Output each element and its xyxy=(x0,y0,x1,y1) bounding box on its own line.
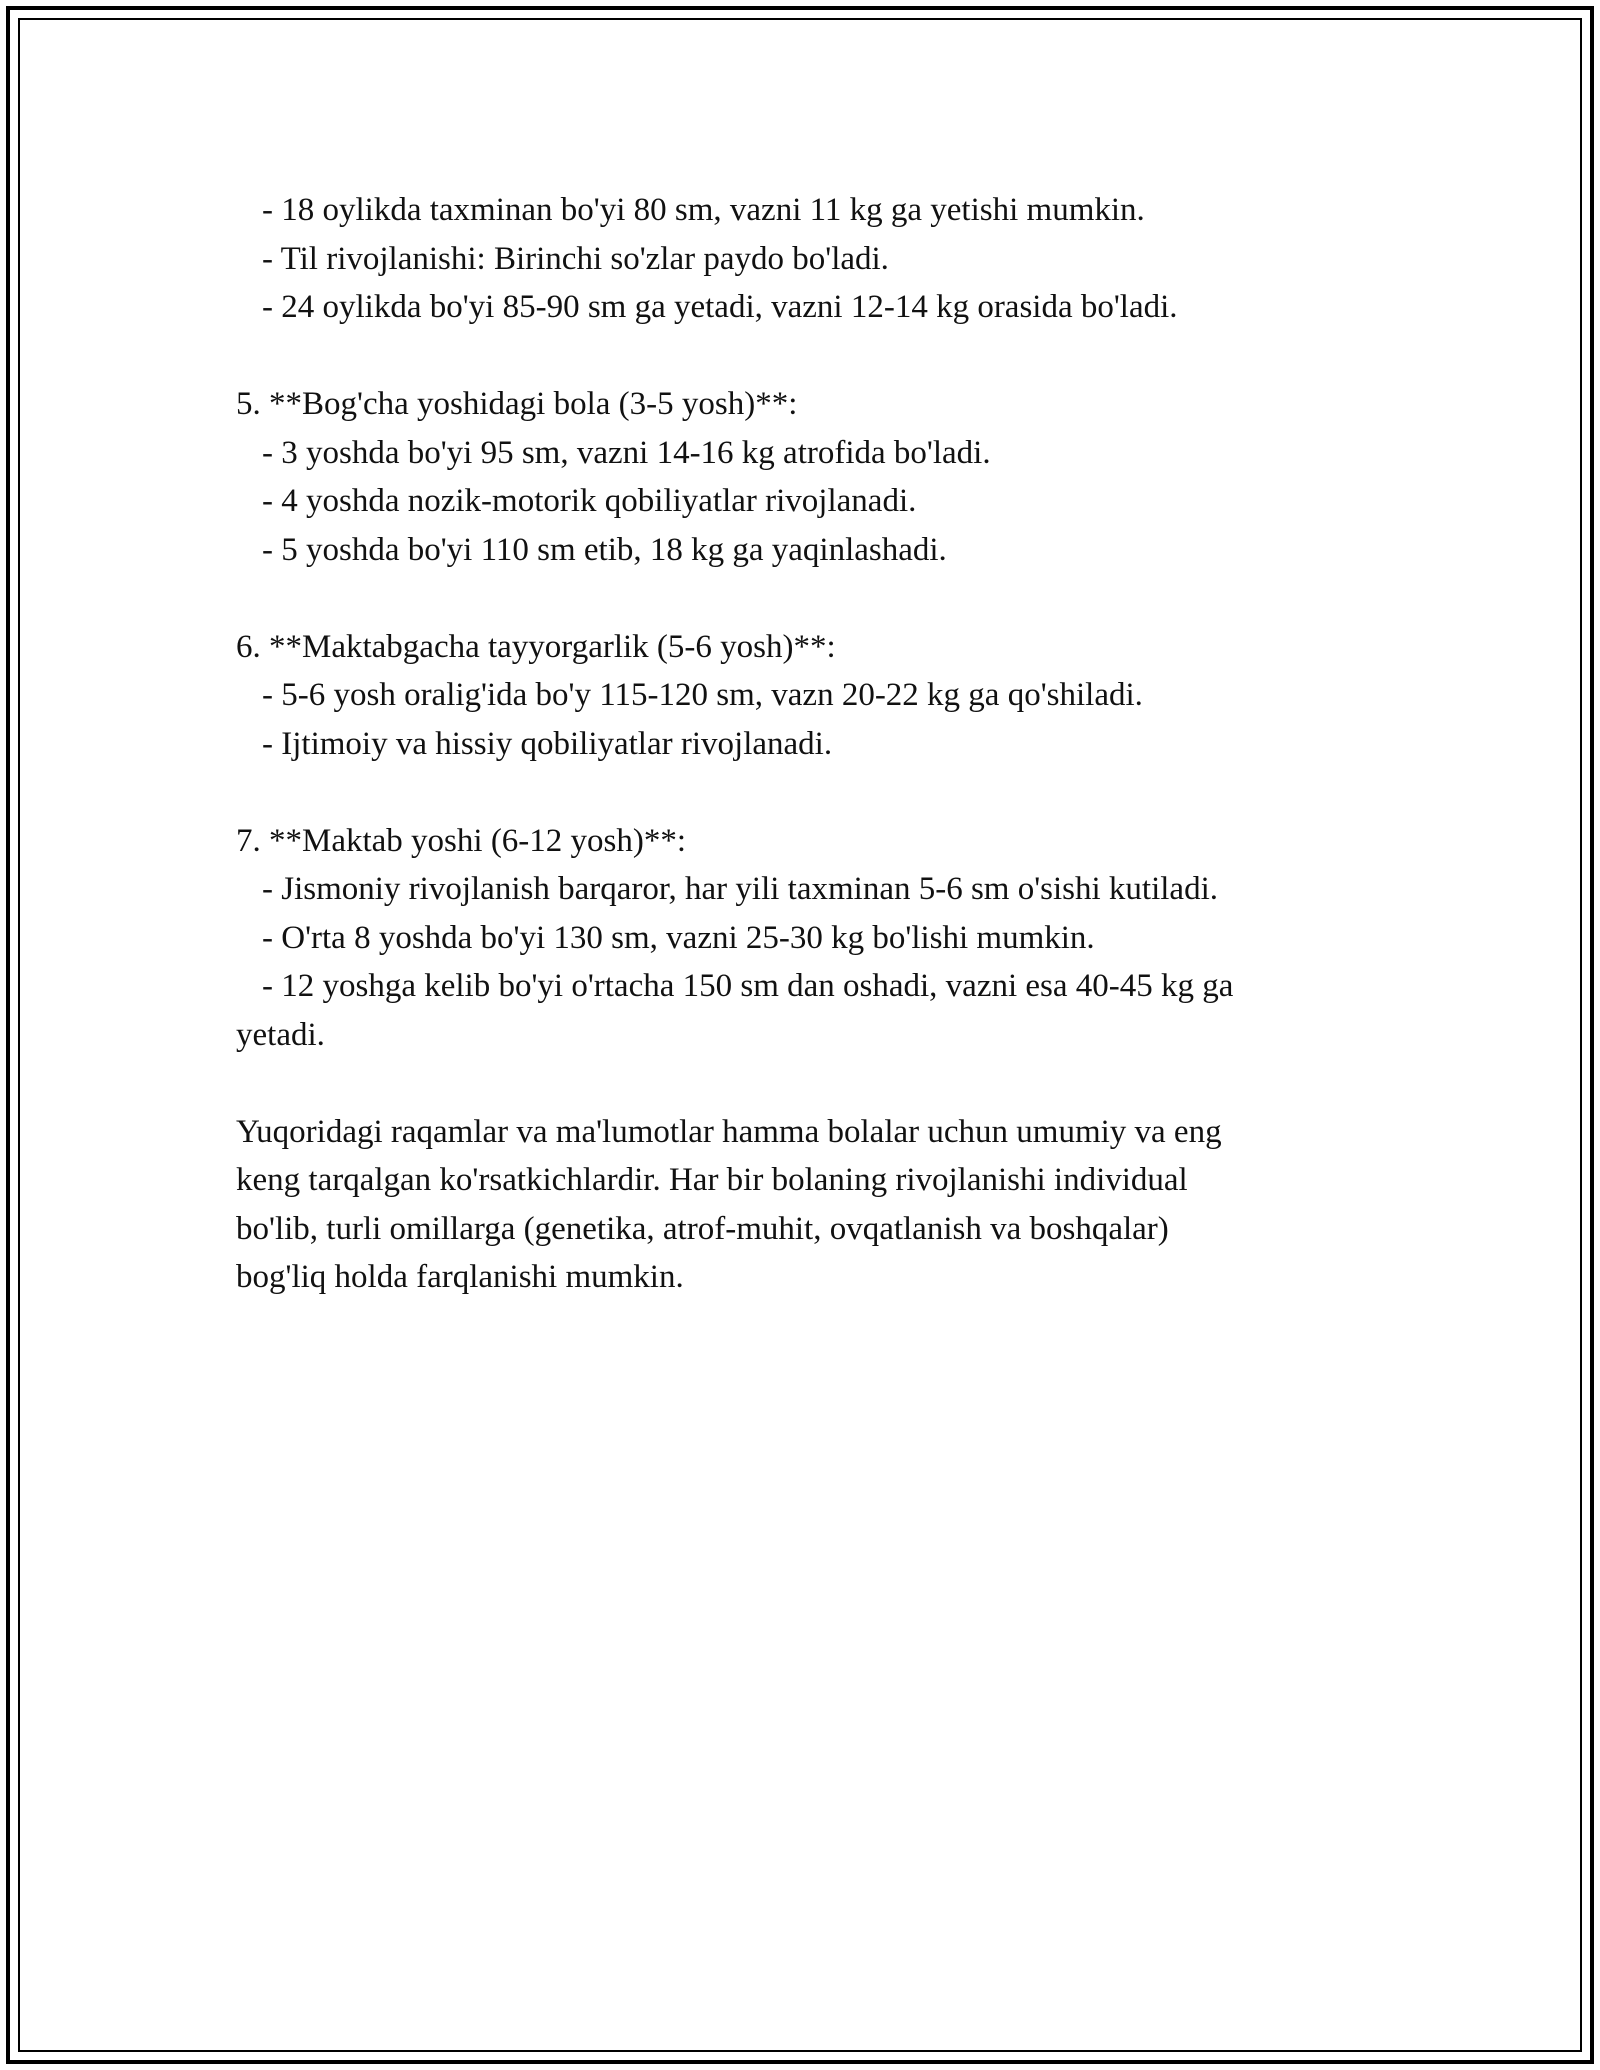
list-item: - 12 yoshga kelib bo'yi o'rtacha 150 sm dan oshadi, vazni esa 40-45 kg ga xyxy=(262,968,1234,1004)
paragraph-line: bog'liq holda farqlanishi mumkin. xyxy=(236,1259,684,1295)
section-7 xyxy=(236,817,1366,1060)
list-item: - 5-6 yosh oralig'ida bo'y 115-120 sm, vazn 20-22 kg ga qo'shiladi. xyxy=(262,677,1143,713)
paragraph-gap xyxy=(236,1059,1366,1108)
list-item-continuation: yetadi. xyxy=(236,1016,325,1053)
list-item: - O'rta 8 yoshda bo'yi 130 sm, vazni 25-30 kg bo'lishi mumkin. xyxy=(262,919,1095,956)
list-item: - Til rivojlanishi: Birinchi so'zlar paydo bo'ladi. xyxy=(262,240,889,277)
paragraph-gap xyxy=(236,332,1366,381)
list-item: - Ijtimoiy va hissiy qobiliyatlar rivojlanadi. xyxy=(262,725,833,762)
section-5 xyxy=(236,380,1366,574)
paragraph-gap xyxy=(236,768,1366,817)
list-item: - 3 yoshda bo'yi 95 sm, vazni 14-16 kg atrofida bo'ladi. xyxy=(262,434,991,471)
list-item: - 18 oylikda taxminan bo'yi 80 sm, vazni 11 kg ga yetishi mumkin. xyxy=(262,192,1145,228)
section-heading: 5. **Bog'cha yoshidagi bola (3-5 yosh)**: xyxy=(236,386,798,422)
list-item: - Jismoniy rivojlanish barqaror, har yili taxminan 5-6 sm o'sishi kutiladi. xyxy=(262,871,1219,907)
list-item: - 24 oylikda bo'yi 85-90 sm ga yetadi, vazni 12-14 kg orasida bo'ladi. xyxy=(262,289,1178,325)
section-heading: 7. **Maktab yoshi (6-12 yosh)**: xyxy=(236,822,687,859)
list-item: - 5 yoshda bo'yi 110 sm etib, 18 kg ga yaqinlashadi. xyxy=(262,531,947,568)
paragraph-line: Yuqoridagi raqamlar va ma'lumotlar hamma bolalar uchun umumiy va eng xyxy=(236,1113,1222,1150)
paragraph-line: keng tarqalgan ko'rsatkichlardir. Har bir bolaning rivojlanishi individual xyxy=(236,1162,1188,1198)
closing-paragraph xyxy=(236,1108,1366,1302)
paragraph-line: bo'lib, turli omillarga (genetika, atrof-muhit, ovqatlanish va boshqalar) xyxy=(236,1210,1169,1247)
section-4-continued xyxy=(236,186,1366,332)
paragraph-gap xyxy=(236,574,1366,623)
section-heading: 6. **Maktabgacha tayyorgarlik (5-6 yosh)**: xyxy=(236,628,836,665)
section-6 xyxy=(236,623,1366,769)
list-item: - 4 yoshda nozik-motorik qobiliyatlar rivojlanadi. xyxy=(262,483,917,519)
document-body xyxy=(236,186,1366,1302)
